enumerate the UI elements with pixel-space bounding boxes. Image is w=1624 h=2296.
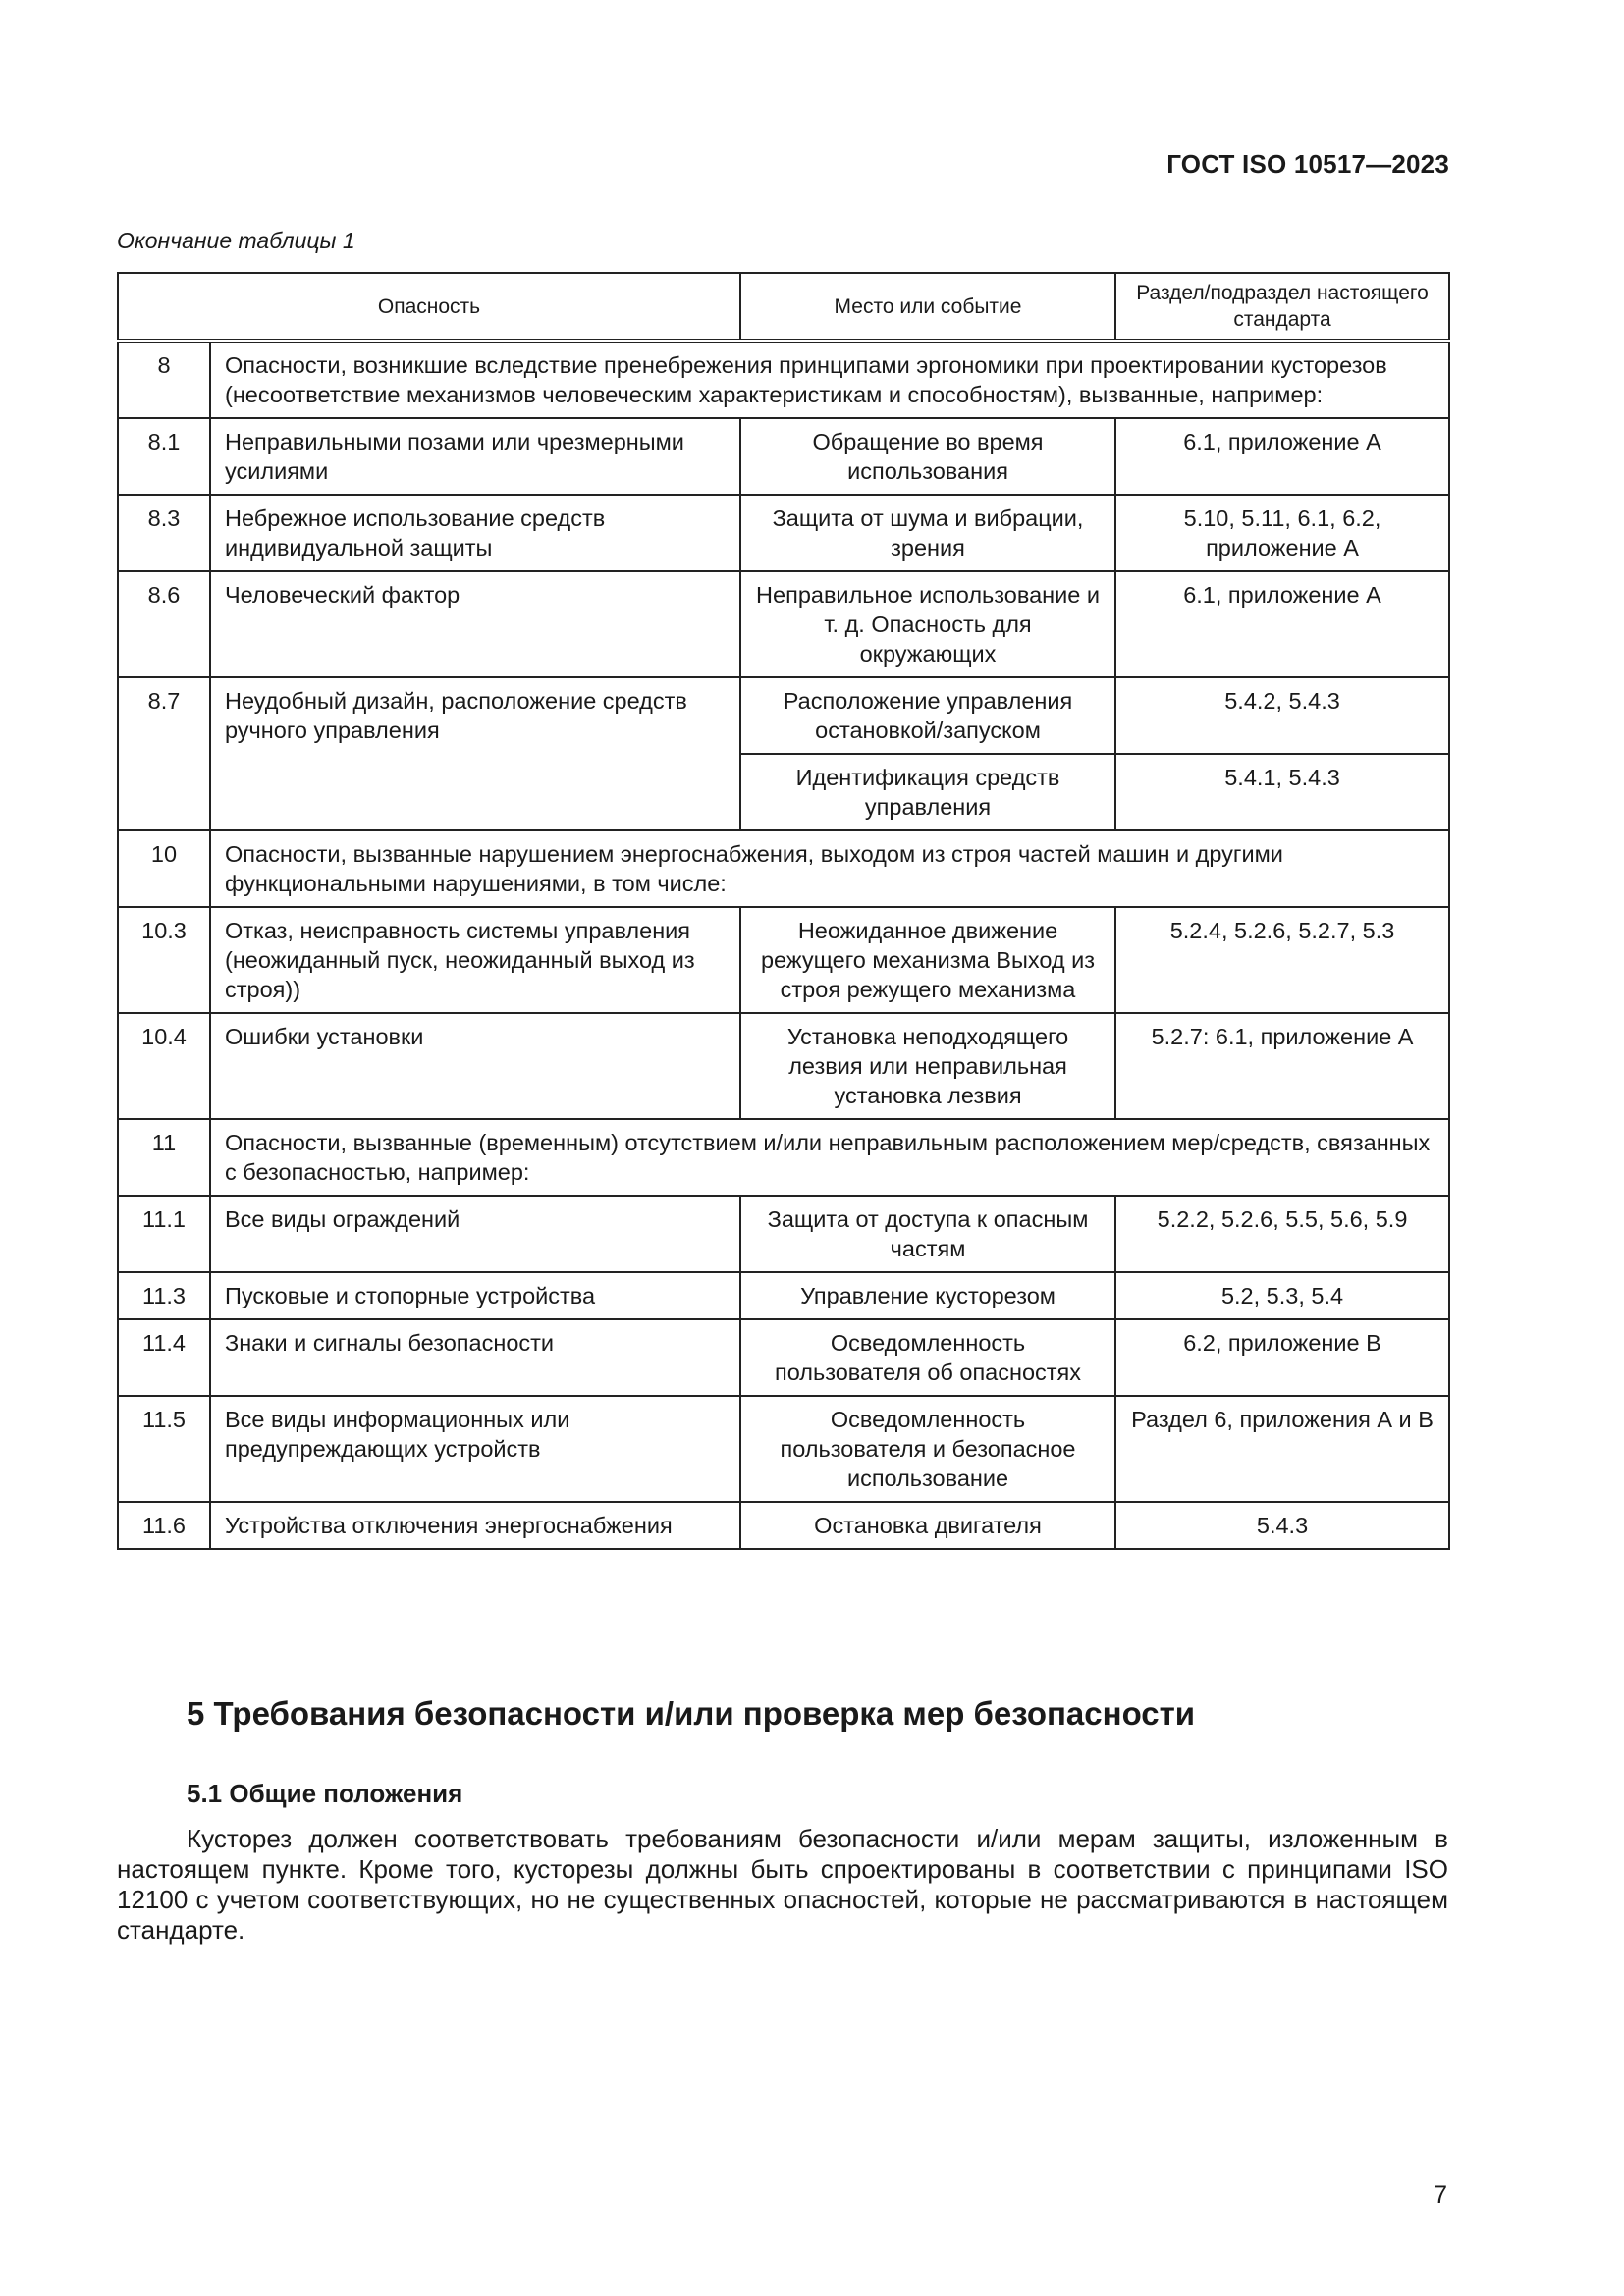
hazard-cell: Все виды информационных или предупреждающих устройств	[210, 1396, 740, 1502]
place-cell: Неправильное использование и т. д. Опасность для окружающих	[740, 571, 1115, 677]
place-cell: Установка неподходящего лезвия или неправильная установка лезвия	[740, 1013, 1115, 1119]
hazard-cell: Знаки и сигналы безопасности	[210, 1319, 740, 1396]
row-number: 11.5	[118, 1396, 210, 1502]
table-row	[118, 341, 1449, 418]
page-number: 7	[1434, 2181, 1447, 2209]
hazard-cell: Неправильными позами или чрезмерными усилиями	[210, 418, 740, 495]
hazard-cell: Небрежное использование средств индивидуальной защиты	[210, 495, 740, 571]
table-row	[118, 1119, 1449, 1196]
table-row	[118, 1196, 1449, 1272]
header-hazard: Опасность	[118, 273, 740, 341]
place-cell: Расположение управления остановкой/запуском	[740, 677, 1115, 754]
section-cell: 5.10, 5.11, 6.1, 6.2, приложение А	[1115, 495, 1449, 571]
table-row	[118, 677, 1449, 754]
section-cell: 6.2, приложение В	[1115, 1319, 1449, 1396]
place-cell: Обращение во время использования	[740, 418, 1115, 495]
body-paragraph: Кусторез должен соответствовать требованиям безопасности и/или мерам защиты, изложенным в настоящем пункте. Кроме того, кусторезы должны быть спроектированы в соответствии с принципами ISO 12100 с учетом соответствующих, но не существенных опасностей, которые не рассматриваются в настоящем стандарте.	[117, 1824, 1448, 1945]
row-number: 10	[118, 830, 210, 907]
row-number: 11.1	[118, 1196, 210, 1272]
hazard-cell: Неудобный дизайн, расположение средств ручного управления	[210, 677, 740, 830]
group-hazard-text: Опасности, вызванные нарушением энергоснабжения, выходом из строя частей машин и другими функциональными нарушениями, в том числе:	[210, 830, 1449, 907]
section-cell: 5.2, 5.3, 5.4	[1115, 1272, 1449, 1319]
row-number: 11.6	[118, 1502, 210, 1549]
table-row	[118, 1319, 1449, 1396]
place-cell: Осведомленность пользователя об опасностях	[740, 1319, 1115, 1396]
place-cell: Остановка двигателя	[740, 1502, 1115, 1549]
row-number: 11.4	[118, 1319, 210, 1396]
table-row	[118, 1013, 1449, 1119]
place-cell: Управление кусторезом	[740, 1272, 1115, 1319]
hazard-cell: Все виды ограждений	[210, 1196, 740, 1272]
header-place: Место или событие	[740, 273, 1115, 341]
standard-code: ГОСТ ISO 10517—2023	[1166, 149, 1449, 179]
place-cell: Защита от доступа к опасным частям	[740, 1196, 1115, 1272]
section-cell: 5.2.4, 5.2.6, 5.2.7, 5.3	[1115, 907, 1449, 1013]
group-hazard-text: Опасности, вызванные (временным) отсутствием и/или неправильным расположением мер/средств, связанных с безопасностью, например:	[210, 1119, 1449, 1196]
hazard-cell: Человеческий фактор	[210, 571, 740, 677]
group-hazard-text: Опасности, возникшие вследствие пренебрежения принципами эргономики при проектировании кусторезов (несоответствие механизмов человеческим характеристикам и способностям), вызванные, например:	[210, 341, 1449, 418]
table-row	[118, 907, 1449, 1013]
place-cell: Осведомленность пользователя и безопасное использование	[740, 1396, 1115, 1502]
header-section: Раздел/подраздел настоящего стандарта	[1115, 273, 1449, 341]
section-cell: 6.1, приложение А	[1115, 418, 1449, 495]
table-caption: Окончание таблицы 1	[117, 228, 355, 253]
place-cell: Неожиданное движение режущего механизма Выход из строя режущего механизма	[740, 907, 1115, 1013]
row-number: 11.3	[118, 1272, 210, 1319]
section-cell: 5.4.3	[1115, 1502, 1449, 1549]
hazard-cell: Отказ, неисправность системы управления (неожиданный пуск, неожиданный выход из строя))	[210, 907, 740, 1013]
table-row	[118, 1502, 1449, 1549]
hazard-cell: Ошибки установки	[210, 1013, 740, 1119]
section-cell: Раздел 6, приложения А и В	[1115, 1396, 1449, 1502]
hazard-cell: Устройства отключения энергоснабжения	[210, 1502, 740, 1549]
row-number: 8.6	[118, 571, 210, 677]
row-number: 10.3	[118, 907, 210, 1013]
table-row	[118, 418, 1449, 495]
place-cell: Идентификация средств управления	[740, 754, 1115, 830]
row-number: 8.3	[118, 495, 210, 571]
table-row	[118, 1272, 1449, 1319]
place-cell: Защита от шума и вибрации, зрения	[740, 495, 1115, 571]
row-number: 8.7	[118, 677, 210, 830]
table-row	[118, 830, 1449, 907]
section-cell: 5.4.2, 5.4.3	[1115, 677, 1449, 754]
row-number: 11	[118, 1119, 210, 1196]
section-cell: 6.1, приложение А	[1115, 571, 1449, 677]
table-row	[118, 571, 1449, 677]
hazard-cell: Пусковые и стопорные устройства	[210, 1272, 740, 1319]
subsection-5-1-title: 5.1 Общие положения	[187, 1779, 463, 1808]
section-cell: 5.2.2, 5.2.6, 5.5, 5.6, 5.9	[1115, 1196, 1449, 1272]
table-header-row	[118, 273, 1449, 341]
table-row	[118, 495, 1449, 571]
section-5-title: 5 Требования безопасности и/или проверка мер безопасности	[187, 1695, 1196, 1732]
table-row	[118, 1396, 1449, 1502]
section-cell: 5.4.1, 5.4.3	[1115, 754, 1449, 830]
row-number: 10.4	[118, 1013, 210, 1119]
row-number: 8.1	[118, 418, 210, 495]
row-number: 8	[118, 341, 210, 418]
section-cell: 5.2.7: 6.1, приложение А	[1115, 1013, 1449, 1119]
hazards-table	[117, 272, 1450, 1550]
